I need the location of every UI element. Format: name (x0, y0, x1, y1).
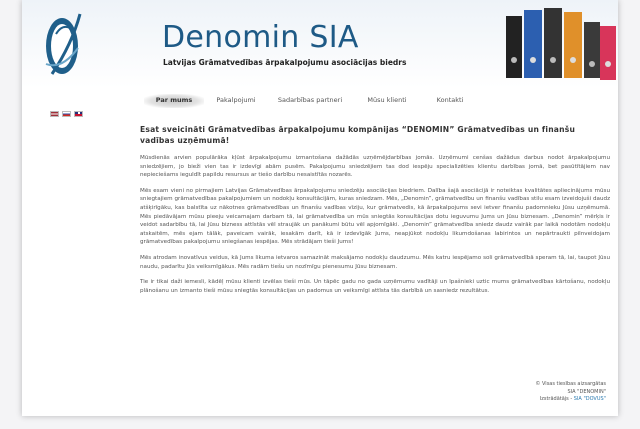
brand-title: Denomin SIA (162, 20, 359, 55)
brand-subtitle: Latvijas Grāmatvedības ārpakalpojumu asociācijas biedrs (163, 58, 407, 67)
nav-item-musu-klienti[interactable]: Mūsu klienti (367, 96, 407, 104)
footer-developer (535, 396, 606, 404)
binders-image-icon (500, 4, 620, 84)
nav-item-kontakti[interactable]: Kontakti (436, 96, 464, 104)
nav-item-sadarbibas-partneri[interactable]: Sadarbības partneri (277, 96, 343, 104)
content-paragraph: Tie ir tikai daži iemesli, kādēļ mūsu klienti izvēlas tieši mūs. Un tāpēc gadu no gada uzņēmumu vadītāji un īpašnieki uztic mums grāmatvedības kārtošanu, nodokļu plānošanu un izmanto tieši mūsu sniegtās konsultācijas un padomus un veiksmīgi attīsta tās darbībā un sasniedz rezultātus. (140, 279, 610, 294)
page-heading: Esat sveicināti Grāmatvedības ārpakalpojumu kompānijas “DENOMIN” Grāmatvedības un finanšu vadības uzņēmumā! (140, 125, 576, 145)
content-paragraph: Mēs atrodam inovatīvus veidus, kā Jums likuma ietvaros samazināt maksājamo nodokļu daudzumu. Mēs katru iespējamo soli grāmatvedībā speram tā, lai, taupot Jūsu naudu, padarītu Jūs veiksmīgākus. Mēs radām tiešu un nozīmīgu pienesumu Jūsu biznesam. (140, 254, 610, 270)
main-nav (144, 94, 478, 108)
ru-flag-icon[interactable] (62, 111, 71, 117)
main-content (140, 124, 610, 302)
nav-item-par-mums[interactable]: Par mums (144, 94, 204, 108)
header (22, 0, 618, 88)
content-paragraph: Mēs esam vieni no pirmajiem Latvijas Grāmatvedības ārpakalpojumu sniedzēju asociācijas biedriem. Dalība šajā asociācijā ir noteiktas kvalitātes apliecinājums mūsu sniegtajiem grāmatvedības pakalpojumiem un nodokļu konsultācijām, kuras sniedzam. Mēs, „Denomin”, grāmatvedību un finanšu vadības stilu esam izveidojuši daudz atšķirīgāku, kas balstīta uz nākotnes grāmatvedības un finanšu vadības vīziju, kur grāmatvedis, kā ārpakalpojums sevi ietver finanšu padomnieku Jūsu uzņēmumā. Mēs piedāvājam mūsu pieeju veicamajam darbam tā, lai grāmatvedība un mūs sniegtās konsultācijas dotu ieguvumu Jums un Jūsu biznesam. „Denomin” mērķis ir veidot sadarbību tā, lai Jūsu bizness attīstās vēl straujāk un panākumi būtu vēl apjomīgāki. „Denomin” grāmatvedība sniedz daudz vairāk par laikā nodotām nodokļu atskaitēm, mēs ejam tālāk, paveicam vairāk, iesakām darīt, kā ir izdevīgāk Jums, neapjūkot nodokļu likumdošanas labirintos un nepārtraukti pilnveidojam grāmatvedības pakalpojumu sniegšanas iespējas. Mēs strādājam tieši Jums! (140, 187, 610, 246)
page-container (22, 0, 618, 416)
language-switcher (50, 111, 83, 117)
content-paragraph: Mūsdienās arvien populārāka kļūst ārpakalpojumu izmantošana dažādās uzņēmējdarbības jomās. Uzņēmumi cenšas dažādus darbus nodot ārpakalpojumu sniedzējiem, jo bieži vien tas ir izdevīgi abām pusēm. Pakalpojumu sniedzējiem tas dod iespēju specializēties klientu darbības jomā, bet pasūtītājiem nav nepieciešams ieguldīt papildu resursus ar tiešo darbību nesaistītās nozarēs. (140, 155, 610, 179)
denomin-logo-icon[interactable] (32, 4, 92, 84)
lv-flag-icon[interactable] (50, 111, 59, 117)
footer-copyright: © Visas tiesības aizsargātas (535, 381, 606, 387)
en-flag-icon[interactable] (74, 111, 83, 117)
footer-company: SIA "DENOMIN" (567, 388, 606, 395)
footer-developer-prefix: Izstrādātājs - (539, 396, 573, 402)
nav-item-pakalpojumi[interactable]: Pakalpojumi (216, 96, 256, 104)
developer-link[interactable]: SIA "DOVUS" (573, 396, 606, 402)
footer (535, 381, 606, 404)
